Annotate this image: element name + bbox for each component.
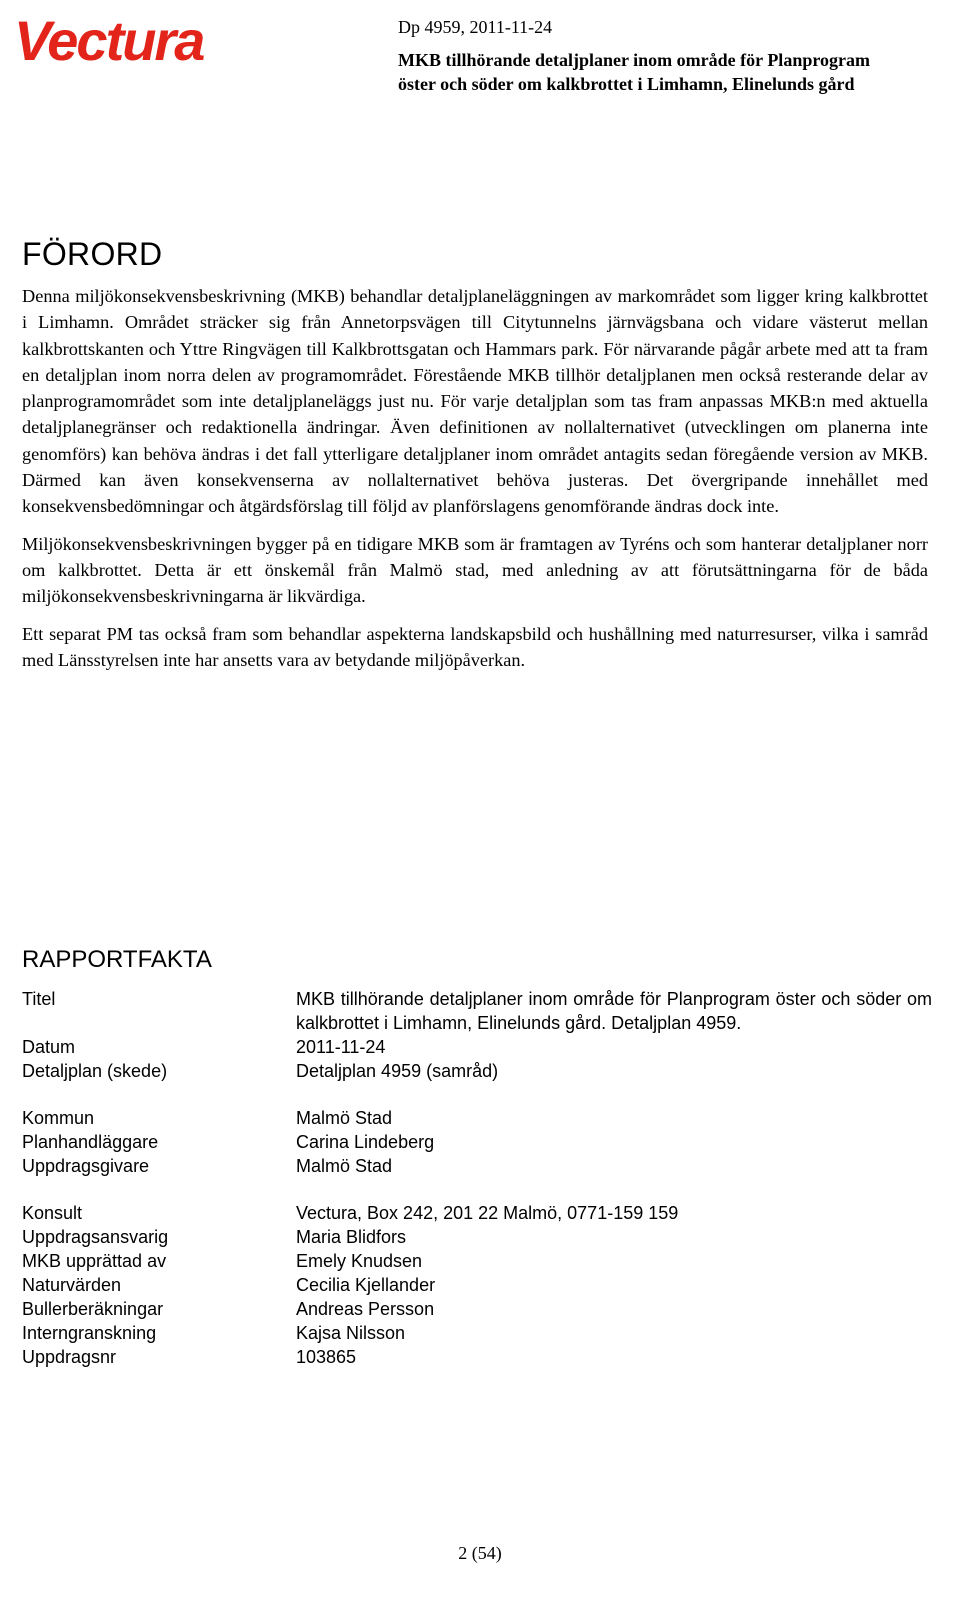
fact-value: Detaljplan 4959 (samråd) xyxy=(296,1061,499,1081)
document-title-line-2: öster och söder om kalkbrottet i Limhamn, Elinelunds gård xyxy=(398,74,855,94)
forord-paragraph-1: Denna miljökonsekvensbeskrivning (MKB) behandlar detaljplaneläggningen av markområdet som ligger kring kalkbrottet i Limhamn. Området sträcker sig från Annetorpsvägen till Citytunnelns järnvägsbana och vidare västerut mellan kalkbrottskanten och Yttre Ringvägen till Kalkbrottsgatan och Hammars park. För närvarande pågår arbete med att ta fram en detaljplan inom norra delen av programområdet. Förestående MKB tillhör detaljplanen men också resterande delar av planprogramområdet som inte detaljplaneläggs just nu. För varje detaljplan som tas fram anpassas MKB:n med aktuella detaljplanegränser och redaktionella ändringar. Även definitionen av nollalternativet (utvecklingen om planerna inte genomförs) kan behöva ändras i det fall ytterligare detaljplaner inom området antagits sedan föregående version av MKB. Därmed kan även konsekvenserna av nollalternativet behöva justeras. Det övergripande innehållet med konsekvensbedömningar och åtgärdsförslag till följd av planförslagens genomförande ändras dock inte. xyxy=(22,286,928,517)
spacer xyxy=(22,1083,932,1106)
fact-value: 2011-11-24 xyxy=(296,1037,386,1057)
fact-row-datum xyxy=(22,1035,932,1059)
fact-row-detaljplan-skede xyxy=(22,1059,932,1083)
forord-section xyxy=(22,235,928,684)
fact-value: 103865 xyxy=(296,1347,357,1367)
fact-row-kommun xyxy=(22,1106,932,1130)
page-header xyxy=(398,16,950,96)
fact-value: MKB tillhörande detaljplaner inom område för Planprogram öster och söder om kalkbrottet i Limhamn, Elinelunds gård. Detaljplan 4959. xyxy=(296,989,932,1033)
fact-label: Detaljplan (skede) xyxy=(22,1061,168,1081)
fact-label: Naturvärden xyxy=(22,1275,122,1295)
fact-row-uppdragsnr xyxy=(22,1345,932,1369)
fact-row-uppdragsansvarig xyxy=(22,1225,932,1249)
fact-label: Interngranskning xyxy=(22,1323,157,1343)
rapportfakta-section xyxy=(22,945,932,1369)
forord-heading: FÖRORD xyxy=(22,236,163,272)
fact-value: Andreas Persson xyxy=(296,1299,435,1319)
fact-row-naturvarden xyxy=(22,1273,932,1297)
fact-value: Maria Blidfors xyxy=(296,1227,407,1247)
fact-label: Planhandläggare xyxy=(22,1132,159,1152)
fact-label: Uppdragsgivare xyxy=(22,1156,150,1176)
document-title xyxy=(398,48,950,96)
fact-label: Kommun xyxy=(22,1108,95,1128)
fact-row-planhandlaggare xyxy=(22,1130,932,1154)
fact-value: Malmö Stad xyxy=(296,1156,393,1176)
page-number: 2 (54) xyxy=(458,1543,502,1563)
fact-label: Titel xyxy=(22,989,56,1009)
fact-row-konsult xyxy=(22,1201,932,1225)
rapportfakta-heading: RAPPORTFAKTA xyxy=(22,946,212,973)
fact-row-bullerberakningar xyxy=(22,1297,932,1321)
fact-value: Carina Lindeberg xyxy=(296,1132,435,1152)
fact-row-mkb-upprattad-av xyxy=(22,1249,932,1273)
forord-paragraph-2: Miljökonsekvensbeskrivningen bygger på en tidigare MKB som är framtagen av Tyréns och som hanterar detaljplaner norr om kalkbrottet. Detta är ett önskemål från Malmö stad, med anledning av att förutsättningarna för de båda miljökonsekvensbeskrivningarna är likvärdiga. xyxy=(22,533,928,607)
svg-text:Vectura: Vectura xyxy=(14,10,204,68)
fact-label: Datum xyxy=(22,1037,76,1057)
spacer xyxy=(22,1178,932,1201)
fact-row-titel xyxy=(22,987,932,1035)
fact-value: Cecilia Kjellander xyxy=(296,1275,436,1295)
fact-label: Uppdragsansvarig xyxy=(22,1227,169,1247)
document-id: Dp 4959, 2011-11-24 xyxy=(398,17,553,37)
fact-value: Malmö Stad xyxy=(296,1108,393,1128)
forord-paragraph-3: Ett separat PM tas också fram som behandlar aspekterna landskapsbild och hushållning med naturresurser, vilka i samråd med Länsstyrelsen inte har ansetts vara av betydande miljöpåverkan. xyxy=(22,623,928,670)
fact-value: Vectura, Box 242, 201 22 Malmö, 0771-159 159 xyxy=(296,1203,679,1223)
fact-label: Uppdragsnr xyxy=(22,1347,117,1367)
vectura-logo xyxy=(12,10,260,68)
fact-label: Bullerberäkningar xyxy=(22,1299,164,1319)
fact-row-uppdragsgivare xyxy=(22,1154,932,1178)
fact-label: MKB upprättad av xyxy=(22,1251,167,1271)
document-title-line-1: MKB tillhörande detaljplaner inom område för Planprogram xyxy=(398,50,870,70)
fact-value: Kajsa Nilsson xyxy=(296,1323,406,1343)
fact-label: Konsult xyxy=(22,1203,83,1223)
fact-row-interngranskning xyxy=(22,1321,932,1345)
fact-value: Emely Knudsen xyxy=(296,1251,423,1271)
